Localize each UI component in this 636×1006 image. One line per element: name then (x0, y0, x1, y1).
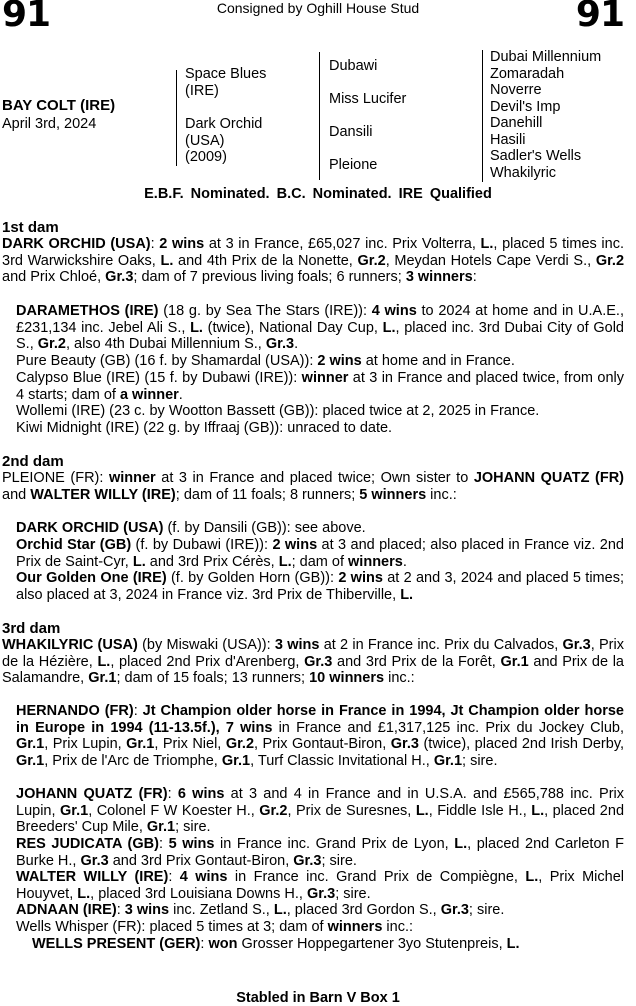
pedigree-gen4 (490, 49, 601, 181)
third-dam-progeny-2: JOHANN QUATZ (FR): 6 wins at 3 and 4 in France and in U.S.A. and £565,788 inc. Prix Lupin, Gr.1, Colonel F W Koester H., Gr.2, Prix de Suresnes, L., Fiddle Isle H., L., placed 2nd Breeders' Cup Mile, Gr.1; sire. (16, 786, 625, 836)
consignor: Consigned by Oghill House Stud (216, 0, 420, 16)
dam-line-1: Dark Orchid (185, 116, 263, 132)
sire (185, 66, 266, 99)
horse-foaled: April 3rd, 2024 (2, 116, 97, 132)
sire-sire: Dubawi (329, 58, 378, 74)
gen4-1: Dubai Millennium (490, 49, 602, 65)
nominations: E.B.F. Nominated. B.C. Nominated. IRE Qualified (144, 186, 492, 202)
second-dam-entry: PLEIONE (FR): winner at 3 in France and placed twice; Own sister to JOHANN QUATZ (FR) and WALTER WILLY (IRE); dam of 11 foals; 8 runners; 5 winners inc.: (2, 470, 624, 503)
gen4-7: Sadler's Wells (490, 148, 582, 164)
gen4-8: Whakilyric (490, 164, 557, 181)
pedigree-bracket-2 (319, 52, 320, 180)
pedigree-bracket-3 (482, 50, 483, 182)
third-dam-progeny-6: Wells Whisper (FR): placed 5 times at 3; dam of winners inc.: (16, 919, 414, 935)
second-dam-progeny-3: Our Golden One (IRE) (f. by Golden Horn (GB)): 2 wins at 2 and 3, 2024 and placed 5 times; also placed at 3, 2024 in France viz. 3rd Prix de Thiberville, L. (16, 570, 624, 603)
first-dam-progeny-2: Pure Beauty (GB) (16 f. by Shamardal (USA)): 2 wins at home and in France. (16, 353, 515, 369)
first-dam-entry: DARK ORCHID (USA): 2 wins at 3 in France, £65,027 inc. Prix Volterra, L., placed 5 times inc. 3rd Warwickshire Oaks, L. and 4th Prix de la Nonette, Gr.2, Meydan Hotels Cape Verdi S., Gr.2 and Prix Chloé, Gr.3; dam of 7 previous living foals; 6 runners; 3 winners: (2, 236, 625, 286)
lot-number: 91 (2, 0, 51, 35)
dam (185, 116, 262, 166)
horse-name: BAY COLT (IRE) (2, 97, 116, 114)
third-dam-entry: WHAKILYRIC (USA) (by Miswaki (USA)): 3 wins at 2 in France inc. Prix du Calvados, Gr.3, Prix de la Hézière, L., placed 2nd Prix d'Arenberg, Gr.3 and 3rd Prix de la Forêt, Gr.1 and Prix de la Salamandre, Gr.1; dam of 15 foals; 13 runners; 10 winners inc.: (2, 637, 624, 687)
third-dam-progeny-5: ADNAAN (IRE): 3 wins inc. Zetland S., L., placed 3rd Gordon S., Gr.3; sire. (16, 902, 505, 918)
pedigree-bracket-1 (176, 70, 177, 166)
sire-line-1: Space Blues (185, 66, 267, 82)
gen4-4: Devil's Imp (490, 98, 561, 115)
gen4-3: Noverre (490, 82, 542, 98)
first-dam-progeny-3: Calypso Blue (IRE) (15 f. by Dubawi (IRE)): winner at 3 in France and placed twice, from only 4 starts; dam of a winner. (16, 370, 624, 403)
third-dam-grand-progeny: WELLS PRESENT (GER): won Grosser Hoppegartener 3yo Stutenpreis, L. (32, 936, 520, 952)
dam-line-2: (USA) (185, 132, 225, 149)
third-dam-heading: 3rd dam (2, 620, 61, 637)
first-dam-progeny-4: Wollemi (IRE) (23 c. by Wootton Bassett (GB)): placed twice at 2, 2025 in France. (16, 403, 540, 419)
second-dam-heading: 2nd dam (2, 453, 64, 470)
second-dam-progeny-2: Orchid Star (GB) (f. by Dubawi (IRE)): 2 wins at 3 and placed; also placed in France viz. 2nd Prix de Saint-Cyr, L. and 3rd Prix Cérès, L.; dam of winners. (16, 537, 624, 570)
gen4-6: Hasili (490, 131, 526, 148)
third-dam-progeny-3: RES JUDICATA (GB): 5 wins in France inc. Grand Prix de Lyon, L., placed 2nd Carleton F Burke H., Gr.3 and 3rd Prix Gontaut-Biron, Gr.3; sire. (16, 836, 624, 869)
stabling-info: Stabled in Barn V Box 1 (236, 990, 400, 1006)
sire-line-2: (IRE) (185, 82, 219, 99)
gen4-5: Danehill (490, 115, 543, 131)
dam-line-3: (2009) (185, 149, 227, 165)
first-dam-progeny-1: DARAMETHOS (IRE) (18 g. by Sea The Stars (IRE)): 4 wins to 2024 at home and in U.A.E., £231,134 inc. Jebel Ali S., L. (twice), National Day Cup, L., placed inc. 3rd Dubai City of Gold S., Gr.2, also 4th Dubai Millennium S., Gr.3. (16, 303, 624, 353)
second-dam-progeny-1: DARK ORCHID (USA) (f. by Dansili (GB)): see above. (16, 520, 366, 536)
first-dam-heading: 1st dam (2, 219, 59, 236)
third-dam-progeny-1: HERNANDO (FR): Jt Champion older horse in France in 1994, Jt Champion older horse in Europe in 1994 (11-13.5f.), 7 wins in France and £1,317,125 inc. Prix du Jockey Club, Gr.1, Prix Lupin, Gr.1, Prix Niel, Gr.2, Prix Gontaut-Biron, Gr.3 (twice), placed 2nd Irish Derby, Gr.1, Prix de l'Arc de Triomphe, Gr.1, Turf Classic Invitational H., Gr.1; sire. (16, 703, 625, 769)
sire-dam: Miss Lucifer (329, 91, 407, 107)
first-dam-progeny-5: Kiwi Midnight (IRE) (22 g. by Iffraaj (GB)): unraced to date. (16, 420, 393, 436)
dam-dam: Pleione (329, 157, 378, 173)
gen4-2: Zomaradah (490, 65, 565, 82)
lot-number-right: 91 (575, 0, 624, 35)
dam-sire: Dansili (329, 124, 373, 140)
third-dam-progeny-4: WALTER WILLY (IRE): 4 wins in France inc. Grand Prix de Compiègne, L., Prix Michel Houyvet, L., placed 3rd Louisiana Downs H., Gr.3; sire. (16, 869, 624, 902)
